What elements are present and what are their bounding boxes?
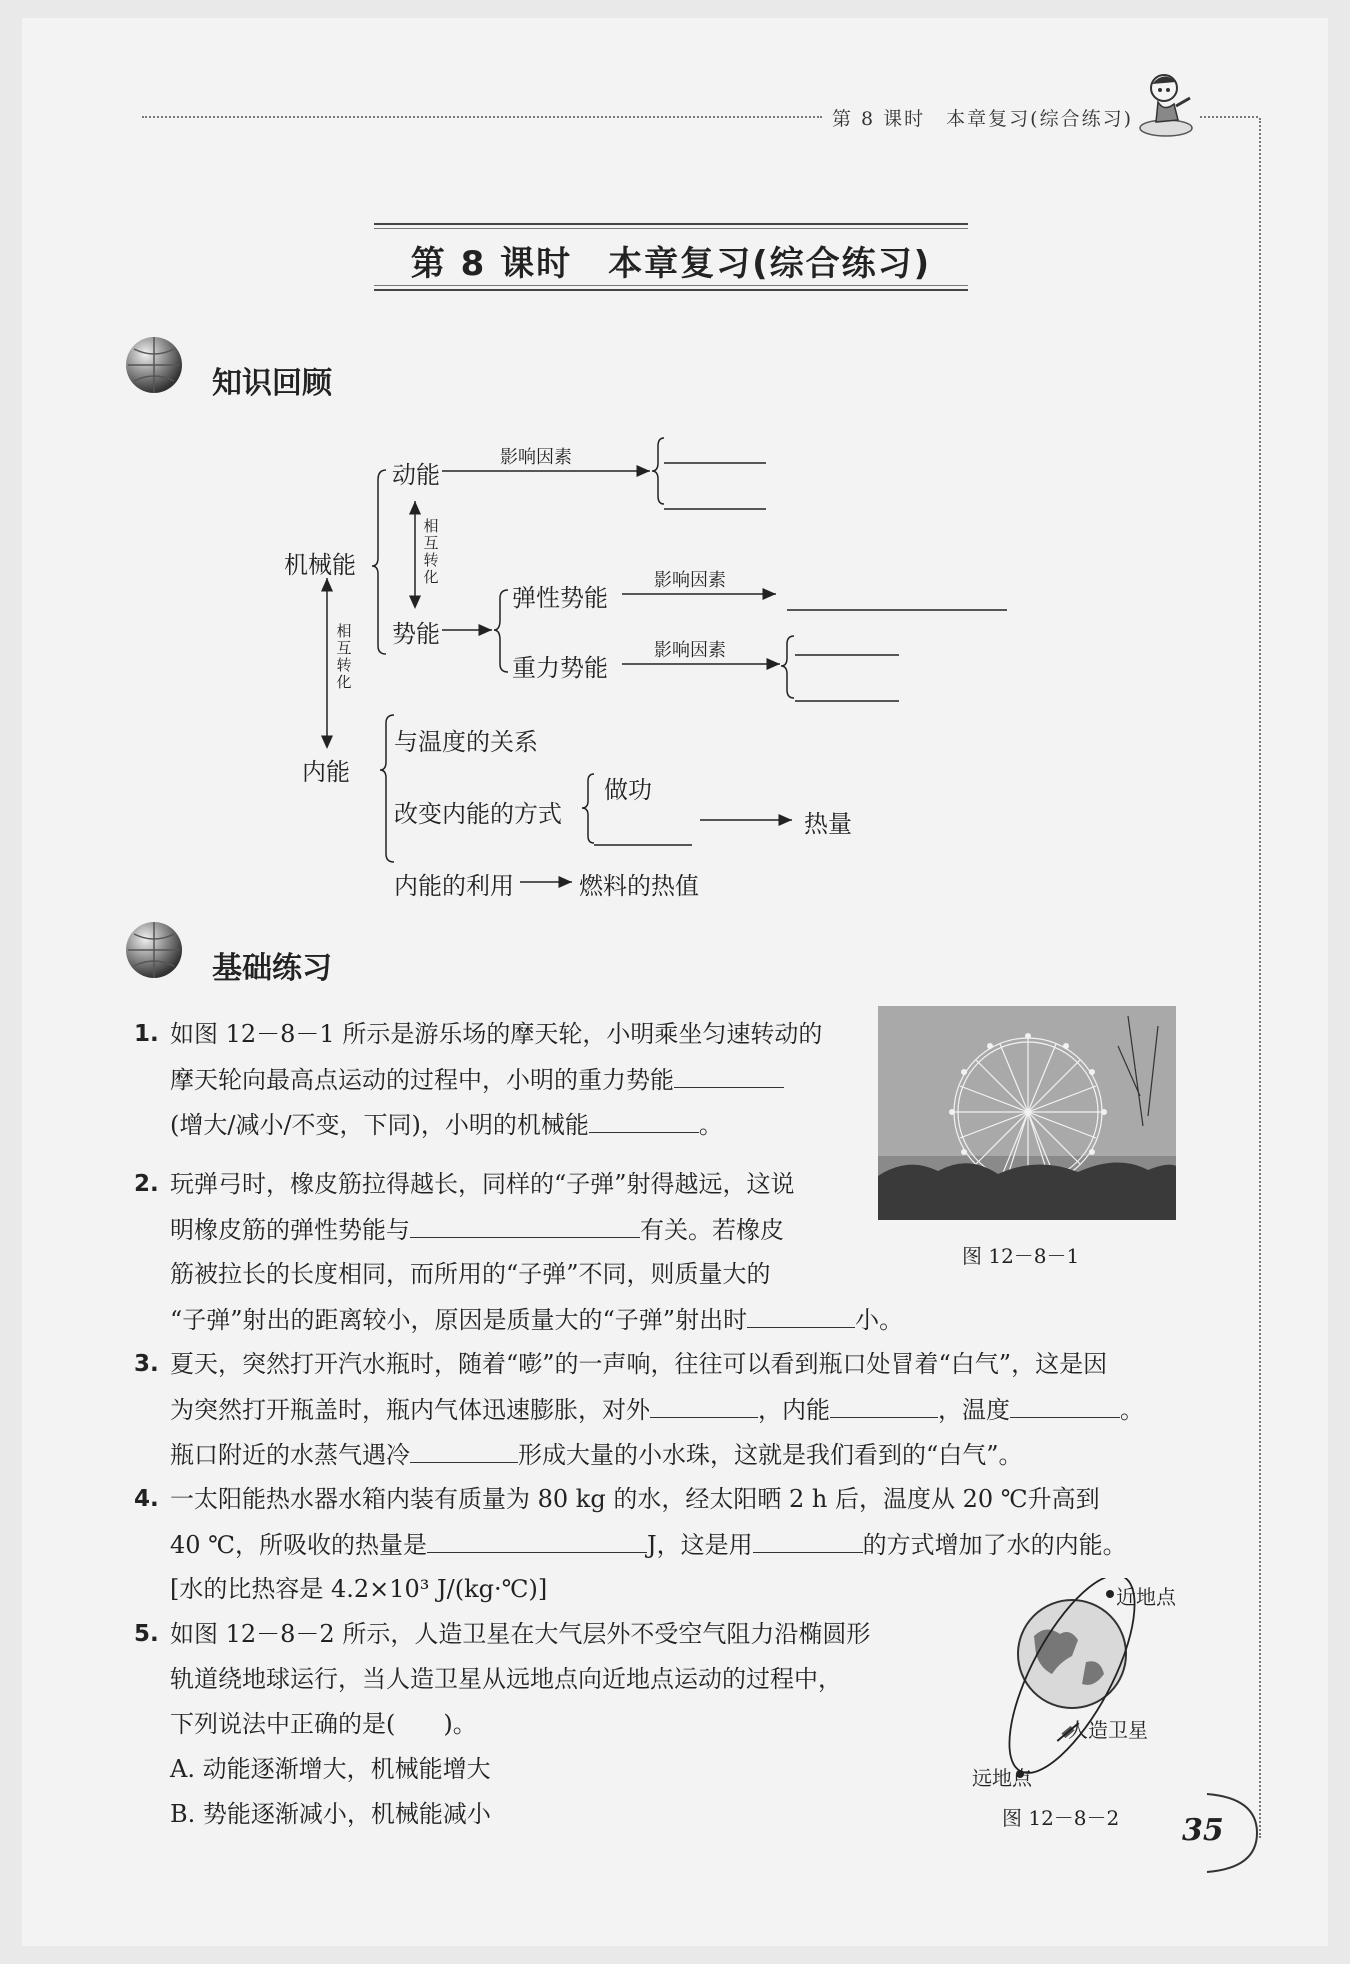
question-number: 3.	[134, 1351, 159, 1377]
lesson-title: 第 8 课时 本章复习(综合练习)	[410, 244, 932, 284]
elastic-potential-label: 弹性势能	[512, 584, 608, 612]
gravity-factor-label: 影响因素	[654, 640, 726, 661]
temperature-relation-label: 与温度的关系	[394, 728, 538, 756]
potential-energy-label: 势能	[392, 620, 440, 648]
mutual-conversion-label-1: 相 互 转 化	[423, 517, 439, 586]
ferris-wheel-photo	[878, 1006, 1176, 1224]
question-text: 轨道绕地球运行，当人造卫星从远地点向近地点运动的过程中，	[170, 1665, 842, 1693]
question-text: 如图 12－8－2 所示，人造卫星在大气层外不受空气阻力沿椭圆形	[170, 1620, 871, 1648]
question-text: 下列说法中正确的是( )。	[170, 1710, 477, 1738]
question-text: 为突然打开瓶盖时，瓶内气体迅速膨胀，对外 ，内能 ，温度 。	[170, 1393, 1144, 1426]
section-title-practice: 基础练习	[212, 951, 332, 986]
question-text: 如图 12－8－1 所示是游乐场的摩天轮，小明乘坐匀速转动的	[170, 1020, 823, 1048]
question-text: “子弹”射出的距离较小，原因是质量大的“子弹”射出时 小。	[170, 1303, 903, 1336]
question-text: 筋被拉长的长度相同，而所用的“子弹”不同，则质量大的	[170, 1260, 771, 1288]
heat-label: 热量	[804, 810, 852, 838]
question-number: 1.	[134, 1021, 159, 1047]
figure-caption: 图 12－8－2	[1002, 1806, 1120, 1830]
question-number: 5.	[134, 1621, 159, 1647]
globe-icon	[122, 918, 186, 986]
question-text: 夏天，突然打开汽水瓶时，随着“嘭”的一声响，往往可以看到瓶口处冒着“白气”，这是因	[170, 1350, 1108, 1378]
answer-blank[interactable]	[830, 1393, 938, 1418]
answer-blank[interactable]	[650, 1393, 758, 1418]
answer-blank[interactable]	[410, 1213, 640, 1238]
answer-blank[interactable]	[589, 1108, 699, 1133]
question-text: [水的比热容是 4.2×10³ J/(kg·℃)]	[170, 1575, 548, 1603]
page-number: 35	[1182, 1813, 1224, 1848]
answer-blank[interactable]	[753, 1528, 863, 1553]
figure-caption: 图 12－8－1	[962, 1244, 1080, 1268]
satellite-label: 人造卫星	[1068, 1718, 1148, 1742]
elastic-factor-label: 影响因素	[654, 570, 726, 591]
energy-use-label: 内能的利用	[394, 872, 514, 900]
answer-blank[interactable]	[674, 1063, 784, 1088]
question-number: 2.	[134, 1171, 159, 1197]
gravity-potential-label: 重力势能	[512, 654, 608, 682]
page	[22, 18, 1328, 1946]
answer-blank[interactable]	[410, 1438, 518, 1463]
question-text: (增大/减小/不变，下同)，小明的机械能 。	[170, 1108, 723, 1141]
kinetic-energy-label: 动能	[392, 461, 440, 489]
question-text: 摩天轮向最高点运动的过程中，小明的重力势能	[170, 1063, 784, 1096]
answer-blank[interactable]	[1010, 1393, 1120, 1418]
fuel-heat-value-label: 燃料的热值	[579, 872, 699, 900]
work-label: 做功	[604, 776, 652, 804]
question-text: 一太阳能热水器水箱内装有质量为 80 kg 的水，经太阳晒 2 h 后，温度从 20 ℃升高到	[170, 1485, 1100, 1513]
apogee-label: 远地点	[972, 1766, 1032, 1790]
internal-energy-label: 内能	[302, 758, 350, 786]
section-title-review: 知识回顾	[212, 366, 332, 401]
question-number: 4.	[134, 1486, 159, 1512]
kinetic-factor-label: 影响因素	[500, 447, 572, 468]
diagram-lines	[22, 18, 1328, 918]
question-text: 玩弹弓时，橡皮筋拉得越长，同样的“子弹”射得越远，这说	[170, 1170, 795, 1198]
change-method-label: 改变内能的方式	[394, 800, 562, 828]
mechanical-energy-label: 机械能	[284, 551, 356, 579]
question-text: 明橡皮筋的弹性势能与 有关。若橡皮	[170, 1213, 784, 1246]
answer-blank[interactable]	[747, 1303, 855, 1328]
answer-blank[interactable]	[427, 1528, 647, 1553]
running-header: 第 8 课时 本章复习(综合练习)	[832, 108, 1133, 130]
mutual-conversion-label-2: 相 互 转 化	[336, 622, 352, 691]
perigee-label: 近地点	[1116, 1585, 1176, 1609]
question-text: 40 ℃，所吸收的热量是 J，这是用 的方式增加了水的内能。	[170, 1528, 1127, 1561]
choice-b[interactable]: B. 势能逐渐减小，机械能减小	[170, 1800, 491, 1828]
question-text: 瓶口附近的水蒸气遇冷 形成大量的小水珠，这就是我们看到的“白气”。	[170, 1438, 1023, 1471]
choice-a[interactable]: A. 动能逐渐增大，机械能增大	[170, 1755, 491, 1783]
